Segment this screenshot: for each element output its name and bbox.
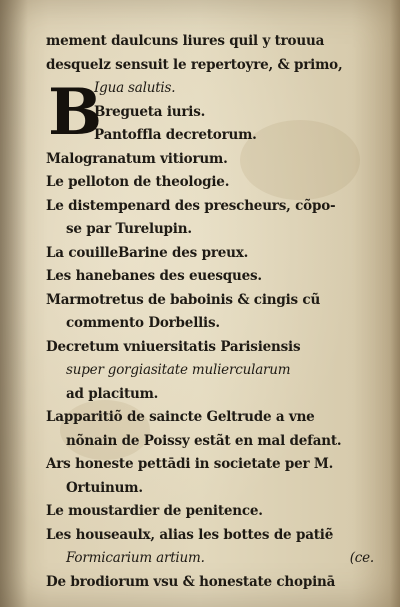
- text-line: Igua salutis.: [94, 80, 176, 96]
- text-line: De brodiorum vsu & honestate chopinā: [46, 573, 336, 590]
- text-line: Pantoffla decretorum.: [94, 127, 257, 143]
- text-line: Marmotretus de baboinis & cingis cũ: [46, 291, 321, 308]
- text-line: La couilleBarine des preux.: [46, 244, 249, 261]
- text-line: Bregueta iuris.: [94, 103, 206, 120]
- text-line: Malogranatum vitiorum.: [46, 150, 228, 167]
- text-line: mement daulcuns liures quil y trouua: [46, 33, 325, 49]
- text-line: Ortuinum.: [66, 479, 143, 496]
- text-line: super gorgiasitate muliercularum: [66, 362, 291, 378]
- initial-section: [46, 77, 380, 148]
- text-line: Les houseaulx, alias les bottes de patiẽ: [46, 526, 334, 543]
- text-line: Les hanebanes des euesques.: [46, 268, 262, 284]
- text-line: ad placitum.: [66, 385, 159, 402]
- text-line: desquelz sensuit le repertoyre, & primo,: [46, 56, 343, 73]
- text-line: Ars honeste pettādi in societate per M.: [46, 456, 334, 472]
- drop-cap-initial: B: [48, 75, 102, 150]
- text-block: [46, 30, 380, 594]
- text-line: Decretum vniuersitatis Parisiensis: [46, 338, 301, 355]
- text-line: commento Dorbellis.: [66, 315, 220, 331]
- text-line: Le pelloton de theologie.: [46, 174, 230, 190]
- text-line-part: (ce.: [349, 550, 374, 566]
- text-line: nõnain de Poissy estãt en mal defant.: [66, 432, 342, 449]
- text-line: Le moustardier de penitence.: [46, 503, 263, 519]
- text-line: [46, 547, 380, 571]
- text-line: se par Turelupin.: [66, 221, 192, 237]
- text-line: Lapparitiõ de saincte Geltrude a vne: [46, 409, 315, 425]
- text-line: Le distempenard des prescheurs, cõpo-: [46, 197, 336, 214]
- text-line-part: Formicarium artium.: [66, 550, 205, 566]
